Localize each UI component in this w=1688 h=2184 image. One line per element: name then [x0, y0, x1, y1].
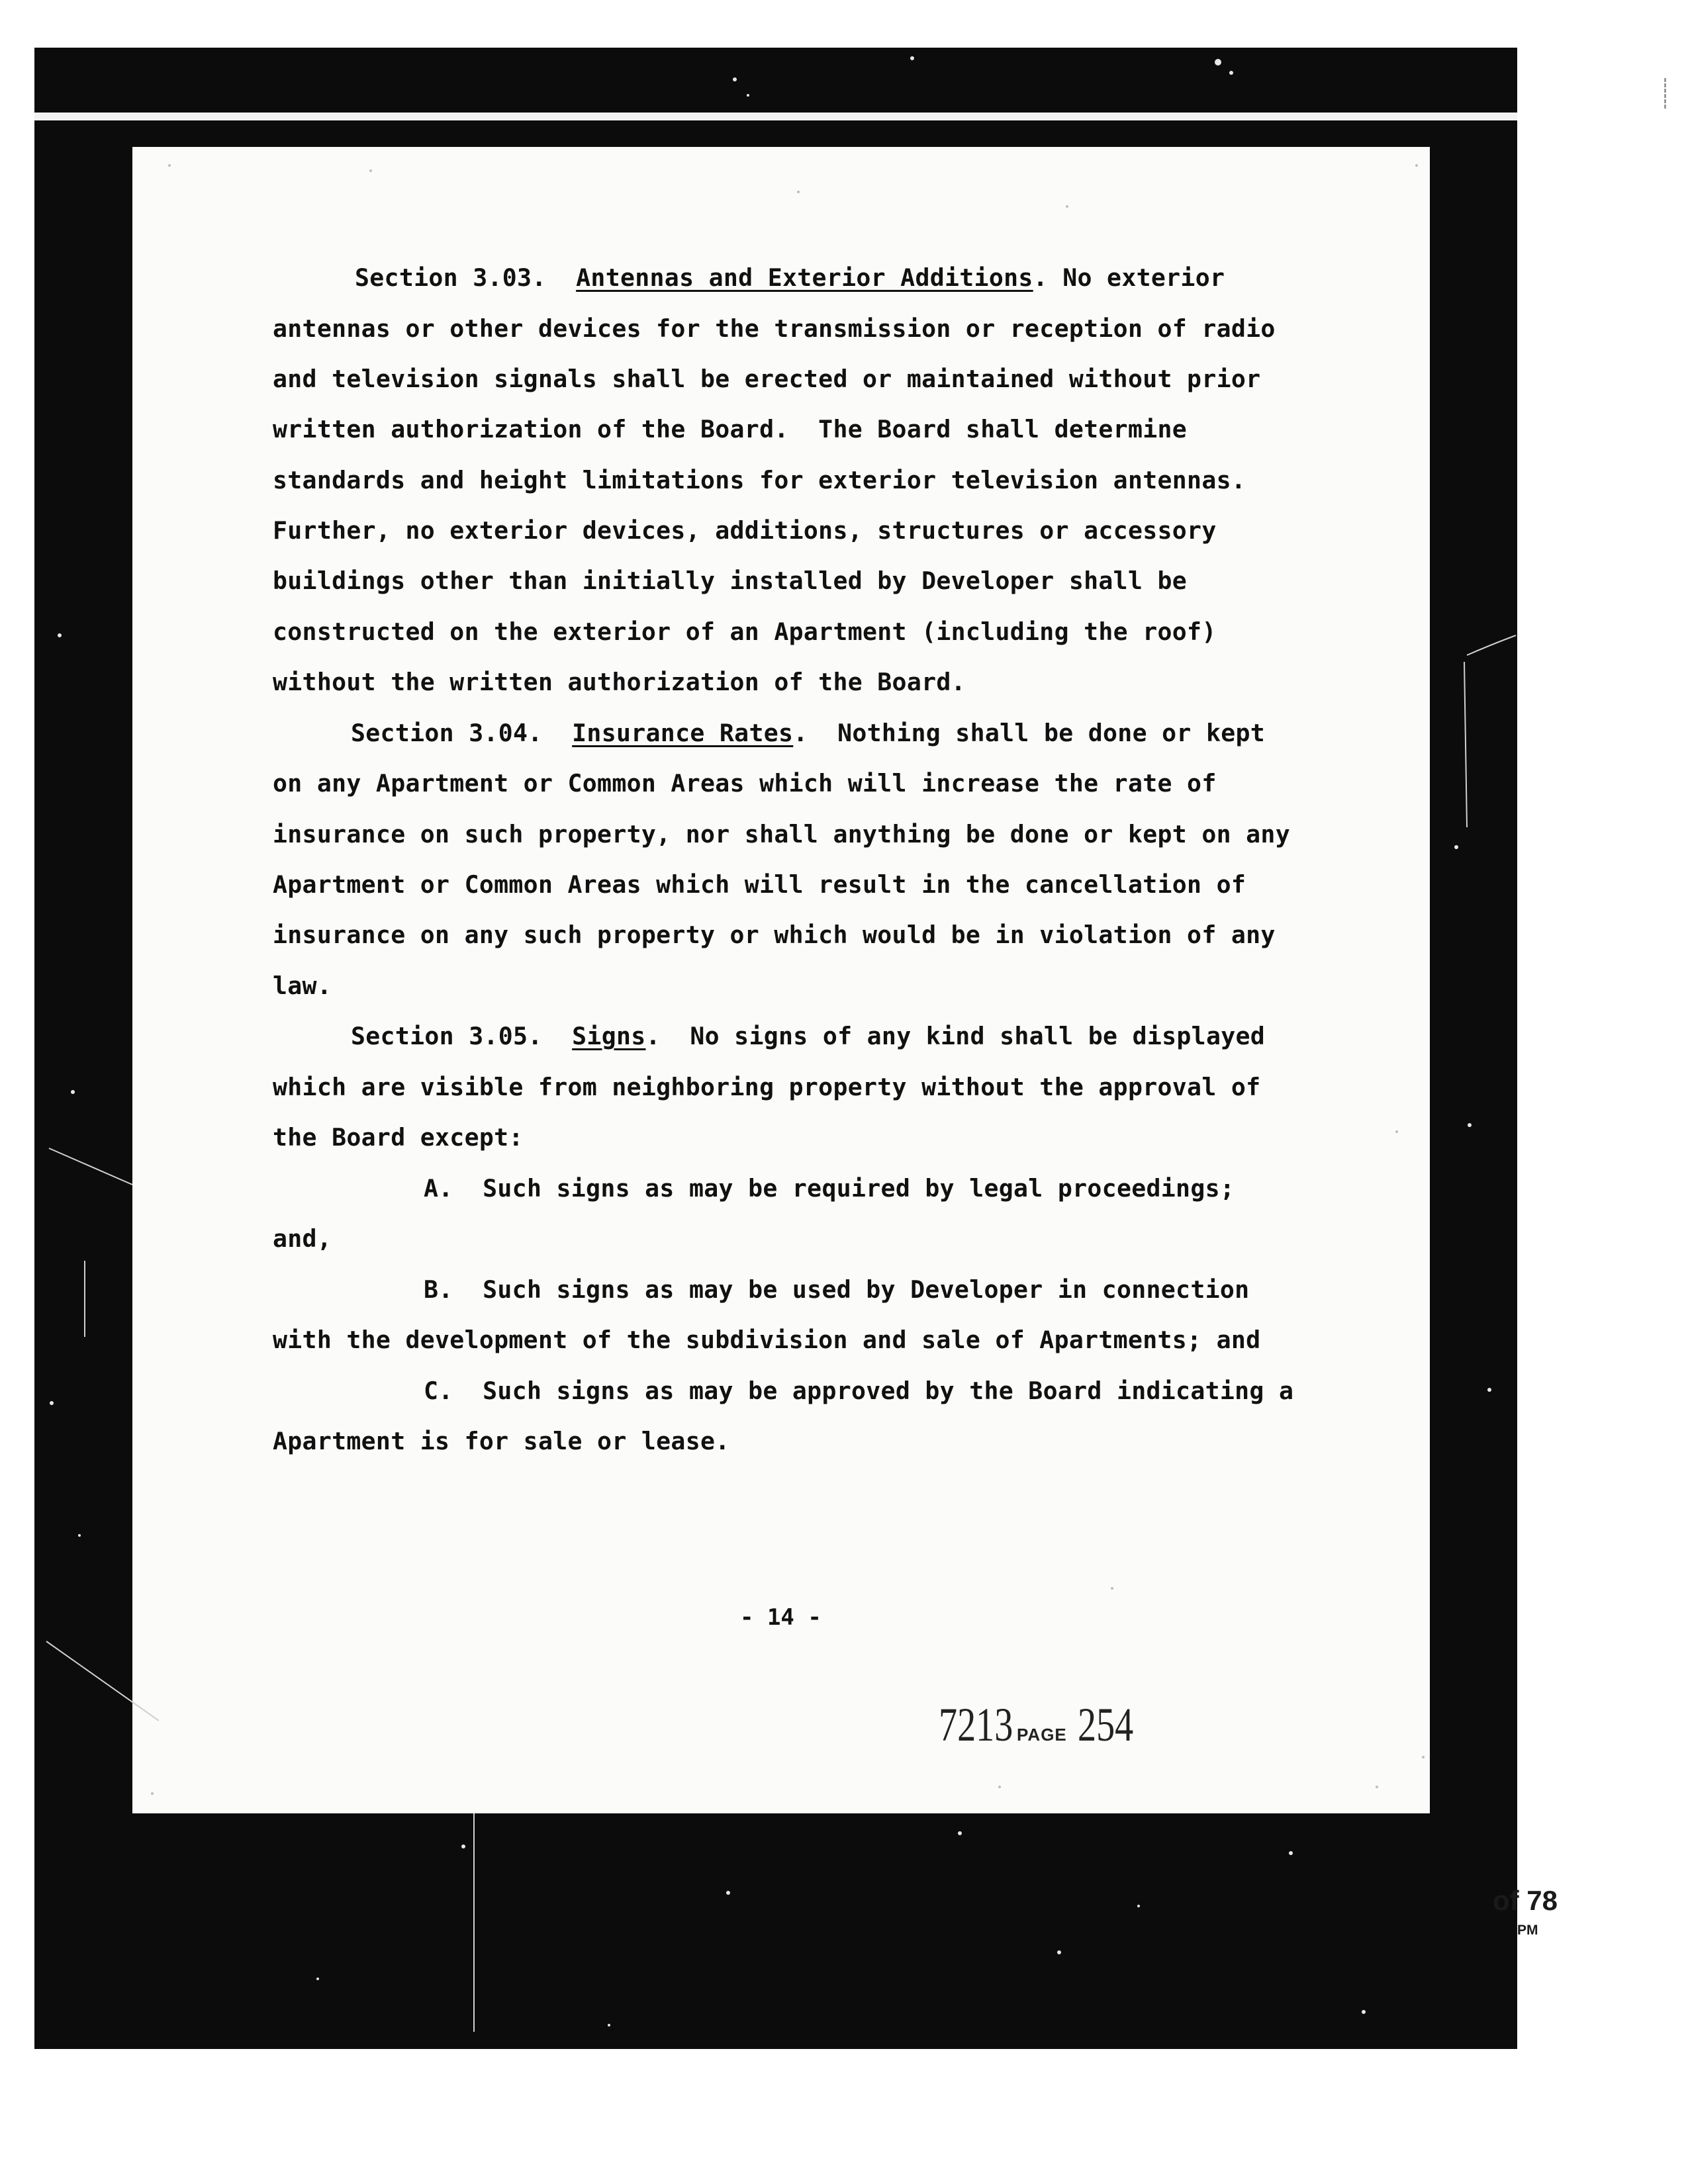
- body-line: the Board except:: [273, 1123, 524, 1152]
- body-line: with the development of the subdivision and sale of Apartments; and: [273, 1326, 1261, 1354]
- section-3-05-title: Signs: [572, 1022, 646, 1050]
- stamp-page-number: 254: [1077, 1698, 1134, 1751]
- list-text: Such signs as may be approved by the Board indicating a: [483, 1377, 1294, 1405]
- list-item-a: [424, 1174, 1235, 1203]
- section-3-05-label: Section 3.05.: [351, 1022, 543, 1050]
- list-item-b: [424, 1275, 1250, 1304]
- list-text: Such signs as may be used by Developer in connection: [483, 1275, 1250, 1304]
- body-line: Apartment or Common Areas which will result in the cancellation of: [273, 870, 1246, 899]
- viewer-page-count: of 78: [1493, 1885, 1558, 1916]
- body-line: law.: [273, 972, 332, 1000]
- list-marker: C.: [424, 1377, 453, 1405]
- body-line: Apartment is for sale or lease.: [273, 1427, 730, 1455]
- body-line: written authorization of the Board. The Board shall determine: [273, 415, 1188, 443]
- section-3-03-text: . No exterior: [1033, 263, 1225, 292]
- body-line: on any Apartment or Common Areas which will increase the rate of: [273, 769, 1217, 797]
- body-line: buildings other than initially installed by Developer shall be: [273, 567, 1188, 595]
- section-3-03-heading-line: [355, 263, 1225, 292]
- body-line: Further, no exterior devices, additions, structures or accessory: [273, 516, 1217, 545]
- section-3-04-label: Section 3.04.: [351, 719, 543, 747]
- body-line: insurance on any such property or which would be in violation of any: [273, 921, 1276, 949]
- body-line: insurance on such property, nor shall anything be done or kept on any: [273, 820, 1290, 848]
- section-3-04-text: . Nothing shall be done or kept: [793, 719, 1266, 747]
- recording-stamp: [939, 1698, 1149, 1752]
- section-3-04-title: Insurance Rates: [572, 719, 794, 747]
- section-3-05-heading-line: [351, 1024, 1265, 1049]
- section-3-03-label: Section 3.03.: [355, 263, 547, 292]
- stamp-page-label: PAGE: [1017, 1725, 1067, 1745]
- section-3-03-title: Antennas and Exterior Additions: [576, 263, 1033, 292]
- section-3-05-text: . No signs of any kind shall be displayed: [645, 1022, 1266, 1050]
- list-marker: B.: [424, 1275, 453, 1304]
- body-line: and television signals shall be erected or maintained without prior: [273, 365, 1261, 393]
- list-marker: A.: [424, 1174, 453, 1203]
- body-line: constructed on the exterior of an Apartment (including the roof): [273, 617, 1217, 646]
- list-item-c: [424, 1379, 1293, 1404]
- body-line: without the written authorization of the Board.: [273, 668, 966, 696]
- body-line: which are visible from neighboring property without the approval of: [273, 1073, 1261, 1101]
- stamp-book-number: 7213: [939, 1698, 1013, 1751]
- body-line: standards and height limitations for exterior television antennas.: [273, 466, 1246, 494]
- list-text: Such signs as may be required by legal proceedings;: [483, 1174, 1235, 1203]
- page-number: - 14 -: [740, 1604, 821, 1631]
- page-edge-mark: [1664, 78, 1669, 109]
- body-line: and,: [273, 1224, 332, 1253]
- viewer-time-suffix: PM: [1517, 1923, 1538, 1938]
- section-3-04-heading-line: [351, 721, 1265, 746]
- body-line: antennas or other devices for the transmission or reception of radio: [273, 314, 1276, 343]
